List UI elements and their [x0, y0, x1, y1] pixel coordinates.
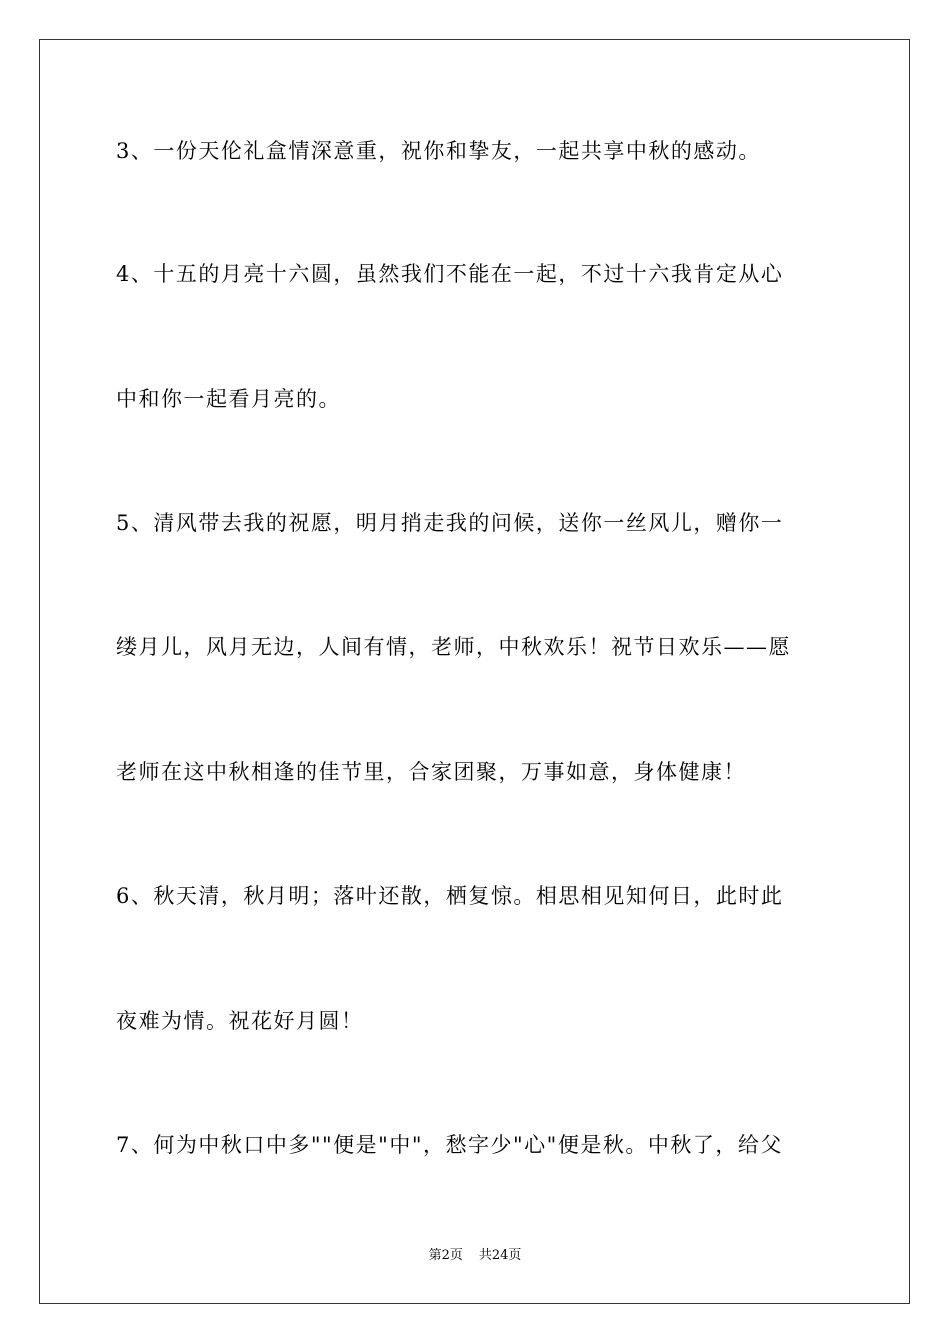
body-line-2: 4、十五的月亮十六圆，虽然我们不能在一起，不过十六我肯定从心	[116, 262, 784, 286]
body-line-9: 7、何为中秋口中多""便是"中"，愁字少"心"便是秋。中秋了，给父	[116, 1133, 783, 1157]
body-line-7: 6、秋天清，秋月明；落叶还散，栖复惊。相思相见知何日，此时此	[116, 884, 784, 908]
page-border	[39, 39, 910, 1304]
page-number: 第2页	[428, 1248, 463, 1263]
body-line-3: 中和你一起看月亮的。	[116, 387, 341, 411]
body-line-4: 5、清风带去我的祝愿，明月捎走我的问候，送你一丝风儿，赠你一	[116, 511, 784, 535]
page-footer	[0, 1247, 950, 1265]
body-line-8: 夜难为情。祝花好月圆！	[116, 1009, 364, 1033]
page-total: 共24页	[478, 1248, 522, 1263]
body-line-5: 缕月儿，风月无边，人间有情，老师，中秋欢乐！祝节日欢乐——愿	[116, 635, 791, 659]
body-line-1: 3、一份天伦礼盒情深意重，祝你和挚友，一起共享中秋的感动。	[116, 139, 761, 163]
body-line-6: 老师在这中秋相逢的佳节里，合家团聚，万事如意，身体健康！	[116, 760, 746, 784]
